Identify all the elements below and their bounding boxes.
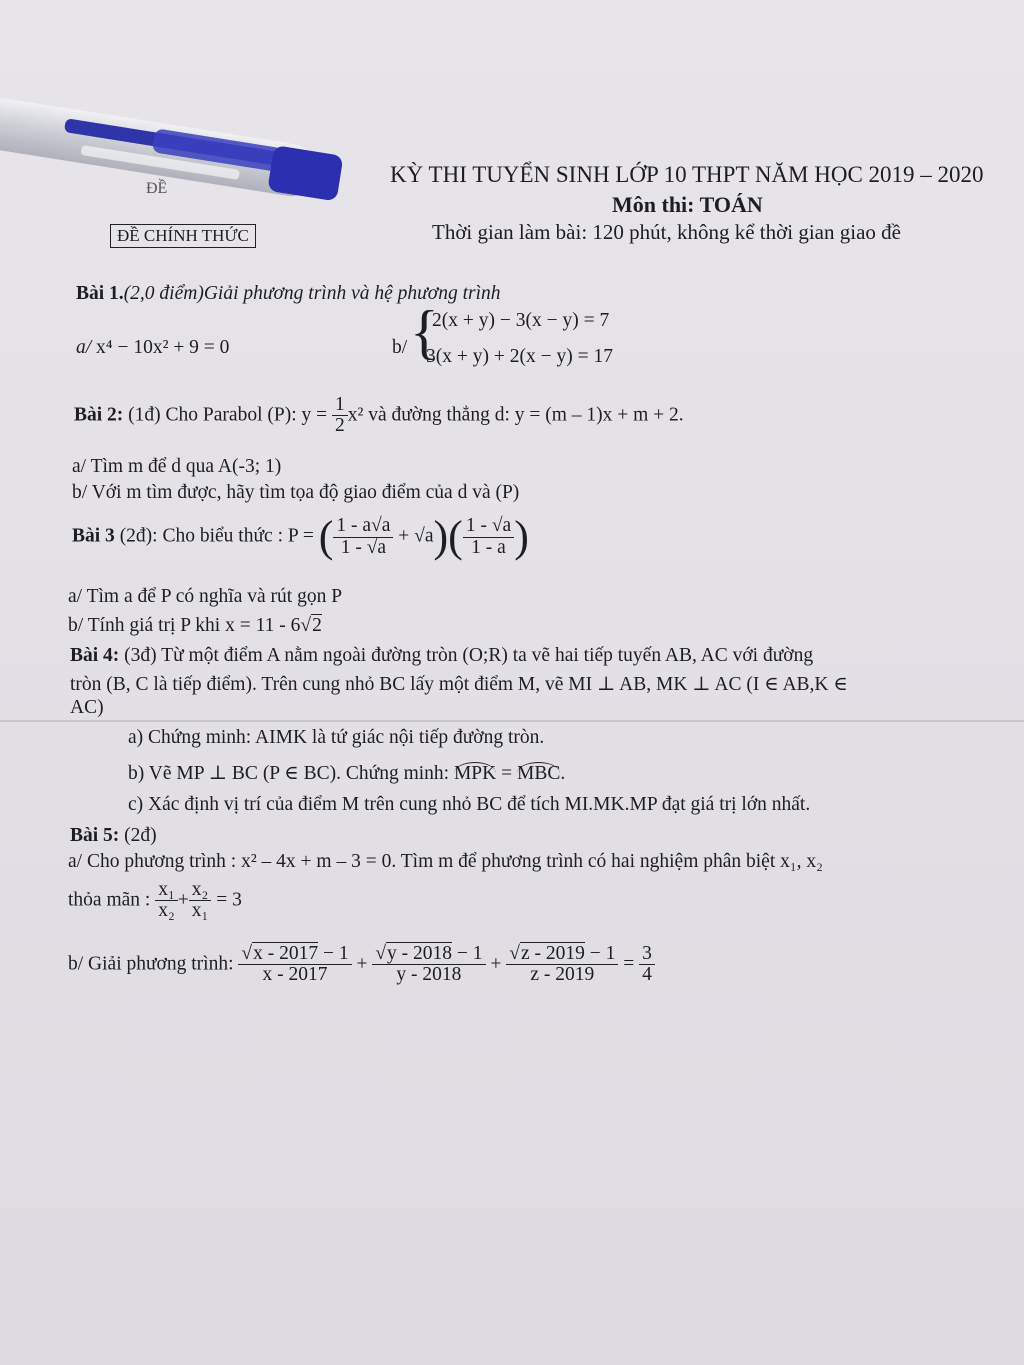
b4-title-bold: Bài 4: <box>70 645 120 666</box>
b4-b-end: . <box>560 763 566 784</box>
b4-line3: AC) <box>70 697 104 718</box>
b1-a-label: a/ <box>76 337 92 358</box>
b3-paren-open: ( <box>318 512 334 561</box>
b4-line1-text: (3đ) Từ một điểm A nằm ngoài đường tròn (O;R) ta vẽ hai tiếp tuyến AB, AC với đường <box>124 645 814 666</box>
b3-paren-open-2: ( <box>448 512 463 561</box>
b5-t2-num: √y - 2018 − 1 <box>372 944 485 965</box>
b4-part-b <box>128 761 565 785</box>
b3-f1-den: 1 - √a <box>340 536 387 558</box>
b3-intro: (2đ): Cho biểu thức : P = <box>119 525 314 547</box>
b5-b-label: b/ Giải phương trình: <box>68 953 234 975</box>
b3-part-a: a/ Tìm a để P có nghĩa và rút gọn P <box>68 586 343 607</box>
b2-fraction <box>332 395 348 437</box>
b3-f1-num: 1 - a√a <box>333 516 393 537</box>
b5-t3-sqrt: z - 2019 <box>520 943 585 964</box>
b3-paren-close: ) <box>433 512 449 561</box>
b5-title <box>70 825 157 847</box>
b5-rhs <box>639 944 655 986</box>
b5-term-1 <box>238 944 351 986</box>
b2-rest: x² và đường thẳng d: y = (m – 1)x + m + 2. <box>347 404 684 426</box>
b5-t2-sqrt: y - 2018 <box>387 943 453 964</box>
b5-cond-frac-1 <box>155 880 178 922</box>
b4-b-text: b) Vẽ MP ⊥ BC (P ∈ BC). Chứng minh: <box>128 763 450 784</box>
b5-t1-num: √x - 2017 − 1 <box>238 944 351 965</box>
b1-b-eq2: 3(x + y) + 2(x − y) = 17 <box>426 346 613 367</box>
b4-part-a: a) Chứng minh: AIMK là tứ giác nội tiếp đường tròn. <box>128 727 545 748</box>
b2-title-bold: Bài 2: <box>74 404 124 426</box>
b4-arc-mbc: MBC <box>516 763 561 784</box>
b3-plus-sqrt: + √a <box>398 525 434 547</box>
b5-cond-rhs: = 3 <box>216 889 242 911</box>
b5-t2-num-rest: − 1 <box>456 943 483 964</box>
exam-time: Thời gian làm bài: 120 phút, không kể thời gian giao đề <box>432 220 901 244</box>
b5-cond-f1-den: x₂ <box>158 900 175 922</box>
b5-t1-num-rest: − 1 <box>322 943 349 964</box>
pen-image <box>0 95 370 235</box>
b2-title <box>74 395 684 437</box>
b5-cond-f1-num: x₁ <box>155 880 178 901</box>
b5-t3-num-rest: − 1 <box>589 943 616 964</box>
official-label: ĐỀ CHÍNH THỨC <box>110 224 256 248</box>
b5-t2-den: y - 2018 <box>396 964 462 986</box>
b2-part-a: a/ Tìm m để d qua A(-3; 1) <box>72 456 282 477</box>
b5-term-3 <box>506 944 618 986</box>
b3-title <box>72 512 529 561</box>
b5-rhs-den: 4 <box>642 964 652 986</box>
b5-condition: thỏa mãn : $\frac{\text{x₁}}{\text{x₂}}$ + $\frac{\text{x₂}}{\text{x₁}}$ = 3 <box>68 879 242 922</box>
b5-t1-den: x - 2017 <box>262 964 328 986</box>
b3-paren-close-2: ) <box>514 512 529 561</box>
b3-part-b: b/ Tính giá trị P khi x = 11 - 6√2 <box>68 615 322 636</box>
b5-title-rest: (2đ) <box>124 825 157 846</box>
exam-title: KỲ THI TUYỂN SINH LỚP 10 THPT NĂM HỌC 2019 – 2020 <box>390 162 984 187</box>
exam-subject: Môn thi: TOÁN <box>612 192 763 217</box>
b1-b-label: b/ <box>392 337 408 358</box>
b4-arc-mpk: MPK <box>453 763 497 784</box>
b3-f2-num: 1 - √a <box>463 516 514 537</box>
b3-b-text: b/ Tính giá trị P khi x = 11 - 6 <box>68 615 301 636</box>
b1-title-bold: Bài 1. <box>76 283 124 304</box>
b5-t3-num: √z - 2019 − 1 <box>506 944 618 965</box>
b5-part-b: b/ Giải phương trình: $\frac{√x - 2017 - 1}{x - 2017}$ + $\frac{√y - 2018 - 1}{y - 2018}$ + $\frac{√z - 2019 - 1}{z - 2019}$ = $\frac{3}{4}$ <box>68 944 655 986</box>
b2-frac-num: 1 <box>332 395 348 416</box>
b2-part-b: b/ Với m tìm được, hãy tìm tọa độ giao điểm của d và (P) <box>72 482 520 503</box>
b4-b-eq: = <box>501 763 513 784</box>
b4-line2: tròn (B, C là tiếp điểm). Trên cung nhỏ BC lấy một điểm M, vẽ MI ⊥ AB, MK ⊥ AC (I ∈ AB,K ∈ <box>70 674 848 695</box>
b5-term-2 <box>372 944 485 986</box>
b5-cond-f2-num: x₂ <box>189 880 212 901</box>
b4-part-c: c) Xác định vị trí của điểm M trên cung nhỏ BC để tích MI.MK.MP đạt giá trị lớn nhất. <box>128 794 811 815</box>
b5-part-a: a/ Cho phương trình : x² – 4x + m – 3 = 0. Tìm m để phương trình có hai nghiệm phân biệt x₁, x₂ <box>68 851 823 872</box>
b2-frac-den: 2 <box>334 415 345 437</box>
b1-a-equation: x⁴ − 10x² + 9 = 0 <box>96 337 230 358</box>
pen-covered-text: ĐỀ <box>146 180 168 197</box>
b1-part-a <box>76 337 229 359</box>
b3-fraction-2 <box>463 516 514 558</box>
b4-line1 <box>70 645 813 667</box>
b5-cond-frac-2 <box>189 880 212 922</box>
b5-cond-label: thỏa mãn : <box>68 889 151 911</box>
b1-title-rest: (2,0 điểm)Giải phương trình và hệ phương trình <box>123 283 501 304</box>
b3-f2-den: 1 - a <box>471 536 506 558</box>
b3-b-sqrt: 2 <box>312 615 322 636</box>
paper-fold-line <box>0 720 1024 722</box>
b3-fraction-1 <box>333 516 393 558</box>
system-brace-icon: { <box>410 299 439 365</box>
b1-b-eq1: 2(x + y) − 3(x − y) = 7 <box>432 310 610 331</box>
b5-t3-den: z - 2019 <box>530 964 595 986</box>
b5-t1-sqrt: x - 2017 <box>253 943 319 964</box>
b5-cond-f2-den: x₁ <box>191 900 209 922</box>
b5-rhs-num: 3 <box>639 944 655 965</box>
b2-intro: (1đ) Cho Parabol (P): y = <box>128 404 328 426</box>
b3-title-bold: Bài 3 <box>72 525 115 547</box>
b5-title-bold: Bài 5: <box>70 825 120 846</box>
